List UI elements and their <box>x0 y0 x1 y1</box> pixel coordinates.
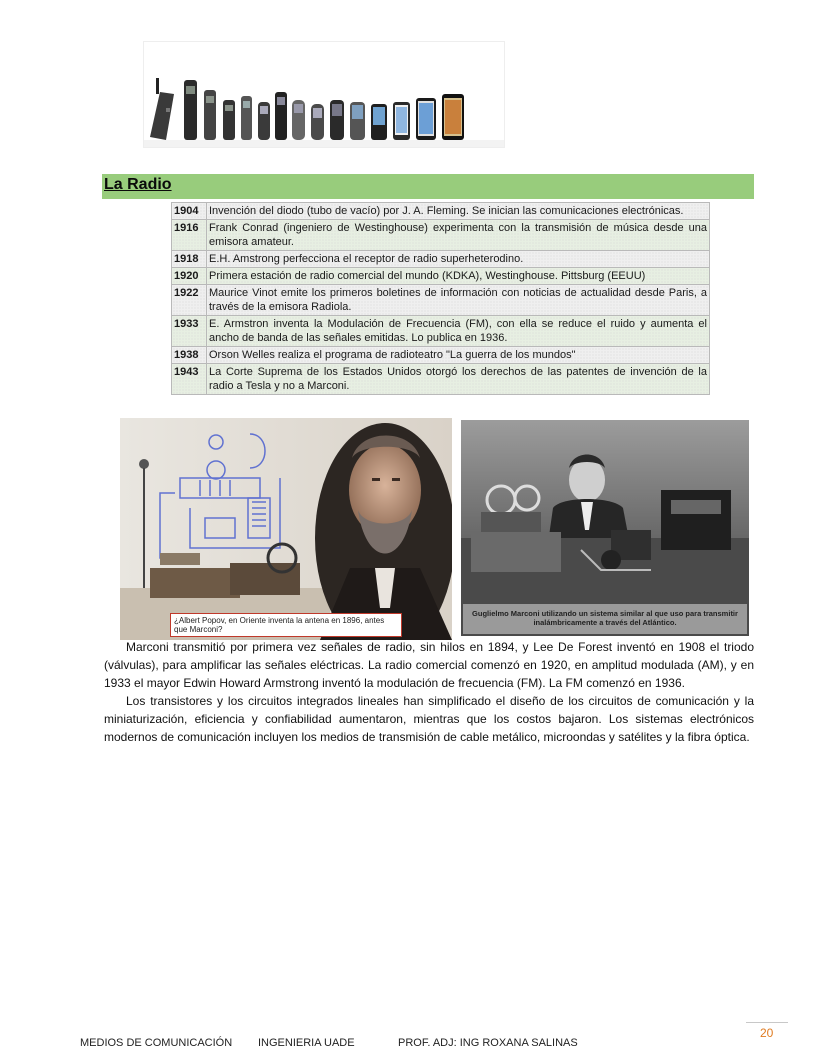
paragraph: Los transistores y los circuitos integrados lineales han simplificado el diseño de los circuitos de comunicación y la miniaturización, eficiencia y confiabilidad aumentaron, mientras que los costos bajaron. Los sistemas electrónicos modernos de comunicación incluyen los medios de transmisión de cable metálico, microondas y satélites y la fibra óptica. <box>104 694 754 744</box>
timeline-year: 1938 <box>172 347 207 364</box>
radio-timeline-table <box>171 202 710 395</box>
timeline-event: Primera estación de radio comercial del mundo (KDKA), Westinghouse. Pittsburg (EEUU) <box>207 268 710 285</box>
table-row <box>172 285 710 316</box>
body-text <box>104 638 754 746</box>
popov-caption: ¿Albert Popov, en Oriente inventa la antena en 1896, antes que Marconi? <box>170 613 402 637</box>
timeline-event: Orson Welles realiza el programa de radioteatro "La guerra de los mundos" <box>207 347 710 364</box>
page-number: 20 <box>760 1026 774 1040</box>
timeline-year: 1922 <box>172 285 207 316</box>
table-row <box>172 220 710 251</box>
popov-photo <box>120 418 452 640</box>
timeline-year: 1918 <box>172 251 207 268</box>
timeline-event: E. Armstron inventa la Modulación de Frecuencia (FM), con ella se reduce el ruido y aumenta el ancho de banda de las señales emitidas. Lo publica en 1936. <box>207 316 710 347</box>
timeline-year: 1916 <box>172 220 207 251</box>
section-title: La Radio <box>104 176 172 193</box>
footer-rule <box>746 1022 788 1023</box>
footer-professor: PROF. ADJ: ING ROXANA SALINAS <box>398 1037 578 1049</box>
table-row <box>172 364 710 395</box>
table-row <box>172 251 710 268</box>
table-row <box>172 268 710 285</box>
timeline-event: Frank Conrad (ingeniero de Westinghouse) experimenta con la transmisión de música desde una emisora amateur. <box>207 220 710 251</box>
timeline-event: E.H. Amstrong perfecciona el receptor de radio superheterodino. <box>207 251 710 268</box>
table-row <box>172 203 710 220</box>
timeline-event: Invención del diodo (tubo de vacío) por J. A. Fleming. Se inician las comunicaciones electrónicas. <box>207 203 710 220</box>
timeline-year: 1933 <box>172 316 207 347</box>
timeline-event: Maurice Vinot emite los primeros boletines de información con noticias de actualidad desde Paris, a través de la emisora Radiola. <box>207 285 710 316</box>
table-row <box>172 347 710 364</box>
timeline-year: 1920 <box>172 268 207 285</box>
table-row <box>172 316 710 347</box>
paragraph: Marconi transmitió por primera vez señales de radio, sin hilos en 1894, y Lee De Forest inventó en 1908 el triodo (válvulas), para amplificar las señales eléctricas. La radio comercial comenzó en 1920, en amplitud modulada (AM), y en 1933 el mayor Edwin Howard Armstrong inventó la modulación de frecuencia (FM). La FM comenzó en 1936. <box>104 640 754 690</box>
footer-course: MEDIOS DE COMUNICACIÓN <box>80 1037 233 1049</box>
timeline-year: 1904 <box>172 203 207 220</box>
phones-evolution-image <box>143 41 505 148</box>
marconi-photo <box>461 420 749 636</box>
timeline-year: 1943 <box>172 364 207 395</box>
marconi-caption: Guglielmo Marconi utilizando un sistema similar al que uso para transmitir inalámbricamente a través del Atlántico. <box>463 604 747 634</box>
section-header <box>102 174 754 199</box>
footer-institution: INGENIERIA UADE <box>258 1037 355 1049</box>
timeline-event: La Corte Suprema de los Estados Unidos otorgó los derechos de las patentes de invención de la radio a Tesla y no a Marconi. <box>207 364 710 395</box>
